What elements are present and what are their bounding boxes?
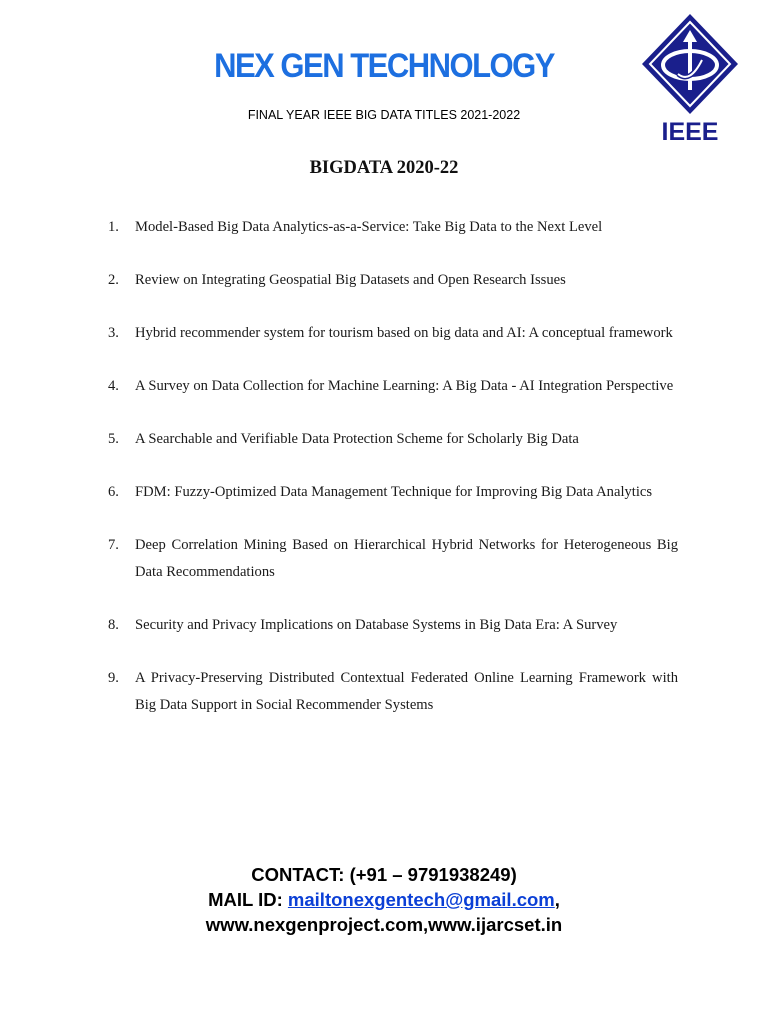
list-item-number: 7. <box>108 537 119 553</box>
contact-mail-line <box>0 887 768 912</box>
contact-block <box>0 862 768 937</box>
ieee-logo <box>638 12 742 144</box>
ieee-logo-text: IEEE <box>661 118 719 144</box>
list-item-number: 3. <box>108 325 119 341</box>
list-item-number: 8. <box>108 617 119 633</box>
list-item <box>108 665 678 719</box>
list-item-number: 9. <box>108 670 119 686</box>
list-item <box>108 214 678 241</box>
list-item-number: 6. <box>108 484 119 500</box>
list-item-text: Review on Integrating Geospatial Big Datasets and Open Research Issues <box>135 272 566 288</box>
project-title-list <box>108 214 678 745</box>
list-item-number: 2. <box>108 272 119 288</box>
list-item <box>108 320 678 347</box>
list-item-text: A Survey on Data Collection for Machine Learning: A Big Data - AI Integration Perspective <box>135 378 674 394</box>
mail-link[interactable]: mailtonexgentech@gmail.com <box>287 889 555 910</box>
list-item-number: 4. <box>108 378 119 394</box>
list-item-text: A Searchable and Verifiable Data Protection Scheme for Scholarly Big Data <box>135 431 579 447</box>
list-item-text: Model-Based Big Data Analytics-as-a-Service: Take Big Data to the Next Level <box>135 219 603 235</box>
list-item <box>108 612 678 639</box>
list-item-text: FDM: Fuzzy-Optimized Data Management Technique for Improving Big Data Analytics <box>135 484 653 500</box>
section-title: BIGDATA 2020-22 <box>309 158 459 178</box>
page-subtitle: FINAL YEAR IEEE BIG DATA TITLES 2021-2022 <box>247 108 521 122</box>
list-item-text: Hybrid recommender system for tourism based on big data and AI: A conceptual framework <box>135 325 673 341</box>
contact-phone: CONTACT: (+91 – 9791938249) <box>251 864 517 885</box>
list-item-number: 5. <box>108 431 119 447</box>
ieee-diamond-icon <box>642 14 738 114</box>
mail-suffix: , <box>554 889 560 910</box>
list-item-text: Deep Correlation Mining Based on Hierarchical Hybrid Networks for Heterogeneous Big Data Recommendations <box>135 537 678 580</box>
list-item-text: Security and Privacy Implications on Database Systems in Big Data Era: A Survey <box>135 617 618 633</box>
list-item <box>108 373 678 400</box>
mail-label: MAIL ID: <box>208 889 283 910</box>
list-item-number: 1. <box>108 219 119 235</box>
list-item <box>108 426 678 453</box>
list-item <box>108 479 678 506</box>
contact-websites: www.nexgenproject.com,www.ijarcset.in <box>205 914 563 935</box>
list-item-text: A Privacy-Preserving Distributed Contextual Federated Online Learning Framework with Big Data Support in Social Recommender Systems <box>135 670 678 713</box>
list-item <box>108 532 678 586</box>
list-item <box>108 267 678 294</box>
brand-title: NEX GEN TECHNOLOGY <box>214 45 554 86</box>
